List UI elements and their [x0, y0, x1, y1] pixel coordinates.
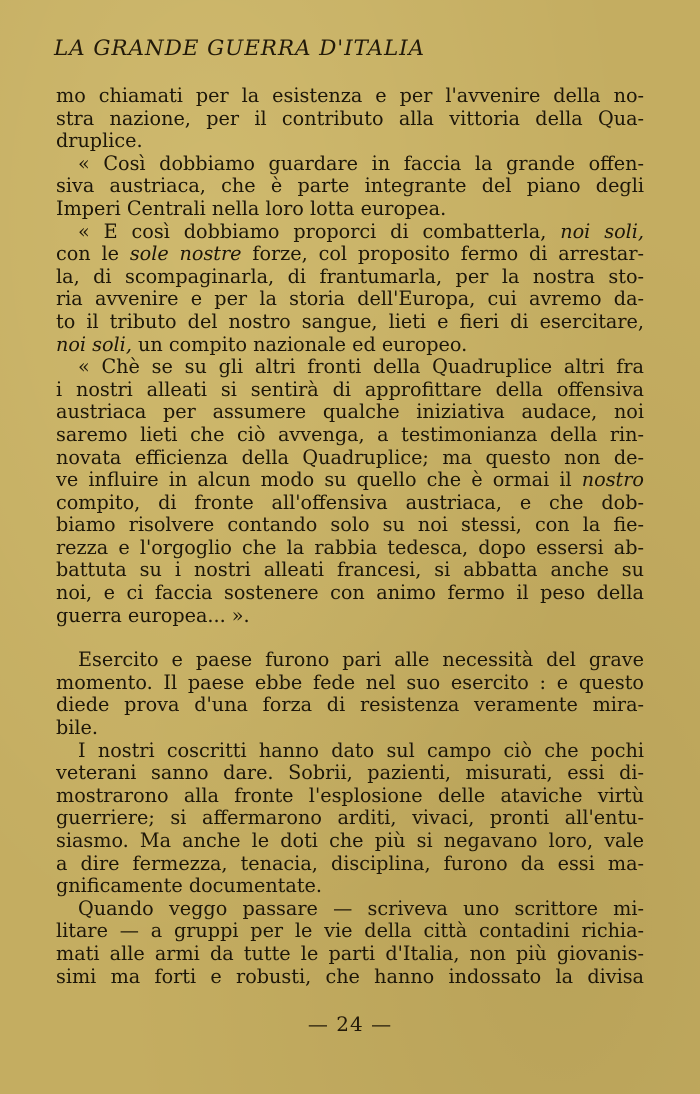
text-line: druplice. [56, 130, 143, 153]
text-line: momento. Il paese ebbe fede nel suo esercito : e questo [56, 671, 644, 694]
text-line: « Chè se su gli altri fronti della Quadruplice altri fra [78, 356, 644, 379]
text-line: compito, di fronte all'offensiva austriaca, e che dob- [56, 491, 644, 514]
text-line: guerra europea... ». [56, 604, 250, 627]
text-line: mo chiamati per la esistenza e per l'avvenire della no- [56, 85, 644, 107]
paragraph [56, 221, 644, 357]
text-line: la, di scompaginarla, di frantumarla, per la nostra sto- [56, 265, 644, 288]
text-line: novata efficienza della Quadruplice; ma questo non de- [56, 446, 644, 469]
text-line: a dire fermezza, tenacia, disciplina, furono da essi ma- [56, 852, 644, 875]
text-line: diede prova d'una forza di resistenza veramente mira- [56, 694, 644, 717]
paragraph [56, 153, 644, 221]
text-line: I nostri coscritti hanno dato sul campo ciò che pochi [78, 739, 644, 762]
text-line: siva austriaca, che è parte integrante del piano degli [56, 175, 644, 198]
text-line: simi ma forti e robusti, che hanno indossato la divisa [56, 965, 644, 988]
text-line: biamo risolvere contando solo su noi stessi, con la fie- [56, 514, 644, 537]
text-line: rezza e l'orgoglio che la rabbia tedesca, dopo essersi ab- [56, 536, 644, 559]
text-line: austriaca per assumere qualche iniziativa audace, noi [56, 401, 644, 424]
text-line: to il tributo del nostro sangue, lieti e fieri di esercitare, [56, 310, 644, 333]
emphasis: nostro [581, 469, 644, 492]
text-line: ria avvenire e per la storia dell'Europa, cui avremo da- [56, 288, 644, 311]
text-line: saremo lieti che ciò avvenga, a testimonianza della rin- [56, 423, 644, 446]
paragraph [56, 740, 644, 898]
paragraph [56, 898, 644, 988]
emphasis: noi soli, [56, 333, 132, 356]
text-line: « Così dobbiamo guardare in faccia la grande offen- [78, 152, 644, 175]
emphasis: sole nostre [129, 243, 242, 266]
paragraph [56, 649, 644, 739]
text-line: ve influire in alcun modo su quello che è ormai il nostro [56, 469, 644, 492]
paragraph [56, 85, 644, 153]
paragraph [56, 356, 644, 627]
text-line: mati alle armi da tutte le parti d'Italia, non più giovanis- [56, 942, 644, 965]
emphasis: noi soli, [560, 220, 644, 243]
text-line: con le sole nostre forze, col proposito fermo di arrestar- [56, 243, 644, 266]
text-line: bile. [56, 717, 99, 740]
text-line: noi, e ci faccia sostenere con animo fermo il peso della [56, 582, 644, 605]
running-title: LA GRANDE GUERRA D'ITALIA [54, 36, 425, 61]
section-break [56, 627, 644, 649]
text-line: Quando veggo passare — scriveva uno scrittore mi- [78, 897, 644, 920]
text-line: mostrarono alla fronte l'esplosione delle ataviche virtù [56, 784, 644, 807]
text-line: Esercito e paese furono pari alle necessità del grave [78, 649, 644, 672]
text-line: « E così dobbiamo proporci di combatterla, noi soli, [78, 220, 644, 243]
text-line: litare — a gruppi per le vie della città contadini richia- [56, 920, 644, 943]
body-text [56, 85, 644, 988]
text-line: noi soli, un compito nazionale ed europeo. [56, 333, 468, 356]
text-line: i nostri alleati si sentirà di approfittare della offensiva [56, 378, 644, 401]
text-line: gnificamente documentate. [56, 875, 322, 898]
text-line: Imperi Centrali nella loro lotta europea. [56, 197, 447, 220]
text-line: siasmo. Ma anche le doti che più si negavano loro, vale [56, 830, 644, 852]
text-line: stra nazione, per il contributo alla vittoria della Qua- [56, 107, 644, 130]
text-line: veterani sanno dare. Sobrii, pazienti, misurati, essi di- [56, 762, 644, 785]
text-line: battuta su i nostri alleati francesi, si abbatta anche su [56, 559, 644, 582]
text-line: guerriere; si affermarono arditi, vivaci, pronti all'entu- [56, 807, 644, 830]
page-number: — 24 — [307, 1012, 393, 1036]
